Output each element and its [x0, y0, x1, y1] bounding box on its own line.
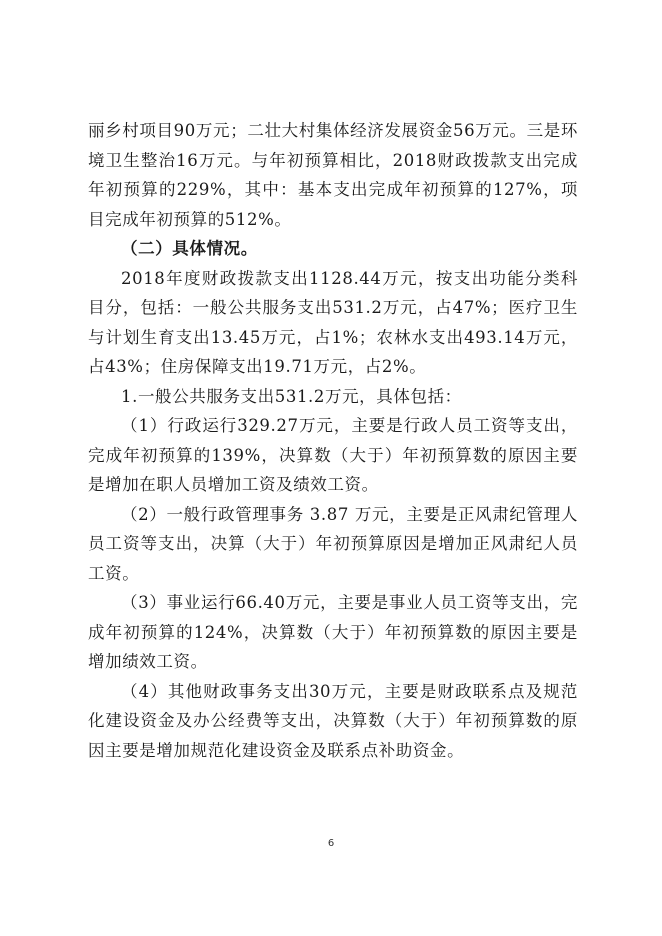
section-heading: （二）具体情况。 — [121, 239, 258, 258]
paragraph-item-3: （3）事业运行66.40万元，主要是事业人员工资等支出，完成年初预算的124%，决算数（大于）年初预算数的原因主要是增加绩效工资。 — [88, 593, 578, 671]
paragraph-subheading: 1.一般公共服务支出531.2万元，具体包括： — [121, 386, 462, 406]
page-number: 6 — [327, 838, 335, 849]
paragraph-overview: 2018年度财政拨款支出1128.44万元，按支出功能分类科目分，包括：一般公共服务支出531.2万元，占47%；医疗卫生与计划生育支出13.45万元，占1%；农林水支出493.14万元，占43%；住房保障支出19.71万元，占2%。 — [88, 268, 578, 376]
paragraph-continuation: 丽乡村项目90万元；二壮大村集体经济发展资金56万元。三是环境卫生整治16万元。与年初预算相比，2018财政拨款支出完成年初预算的229%，其中：基本支出完成年初预算的127%，项目完成年初预算的512%。 — [88, 121, 578, 229]
document-body — [88, 116, 578, 765]
paragraph-item-2: （2）一般行政管理事务 3.87 万元，主要是正风肃纪管理人员工资等支出，决算（大于）年初预算原因是增加正风肃纪人员工资。 — [88, 504, 578, 583]
paragraph-item-1: （1）行政运行329.27万元，主要是行政人员工资等支出，完成年初预算的139%，决算数（大于）年初预算数的原因主要是增加在职人员增加工资及绩效工资。 — [88, 416, 578, 494]
paragraph-item-4: （4）其他财政事务支出30万元，主要是财政联系点及规范化建设资金及办公经费等支出，决算数（大于）年初预算数的原因主要是增加规范化建设资金及联系点补助资金。 — [88, 681, 578, 760]
